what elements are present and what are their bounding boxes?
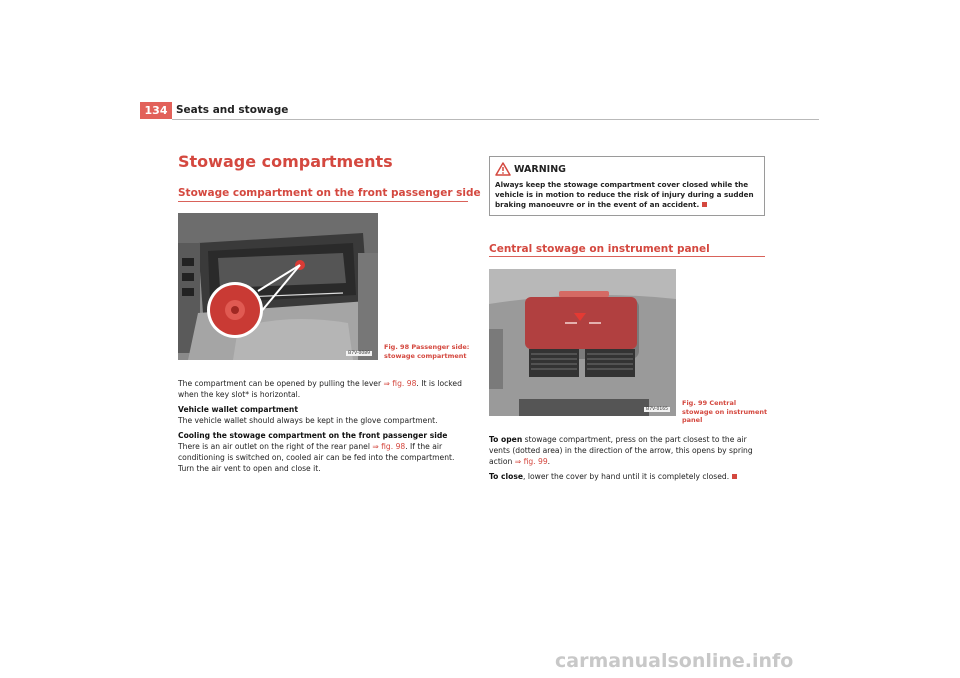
- end-marker: [702, 202, 707, 207]
- figure-code-right: B7V-0165: [646, 407, 668, 412]
- lever-paragraph: The compartment can be opened by pulling the lever ⇒ fig. 98. It is locked when the key slot* is horizontal.: [178, 379, 462, 399]
- page-number: 134: [144, 104, 168, 117]
- subsection-divider: [178, 201, 468, 202]
- subsection-heading-central: Central stowage on instrument panel: [489, 243, 710, 255]
- cooling-subheading: Cooling the stowage compartment on the front passenger side: [178, 431, 448, 440]
- subsection-divider-right: [489, 256, 765, 257]
- glovebox-illustration: [178, 213, 378, 360]
- warning-text: Always keep the stowage compartment cover closed while the vehicle is in motion to reduce the risk of injury during a sudden braking manoeuvre or in the event of an accident.: [495, 180, 754, 209]
- wallet-paragraph: Vehicle wallet compartment The vehicle wallet should always be kept in the glove compartment.: [178, 405, 438, 425]
- close-paragraph: To close, lower the cover by hand until it is completely closed.: [489, 471, 765, 482]
- figure-passenger-compartment: [178, 213, 378, 360]
- close-label: To close: [489, 472, 524, 481]
- end-marker-2: [732, 474, 737, 479]
- central-stowage-illustration: [489, 269, 676, 416]
- footer-watermark[interactable]: carmanualsonline.info: [555, 650, 794, 672]
- open-label: To open: [489, 435, 523, 444]
- subsection-heading-passenger: Stowage compartment on the front passenger side: [178, 187, 481, 199]
- left-body-text: [178, 378, 468, 478]
- chapter-title: Seats and stowage: [176, 104, 289, 116]
- section-heading: Stowage compartments: [178, 152, 393, 171]
- figure-central-stowage: [489, 269, 676, 416]
- right-body-text: [489, 434, 765, 486]
- wallet-subheading: Vehicle wallet compartment: [178, 405, 298, 414]
- figure-code: B7V-0089: [348, 351, 370, 356]
- fig-98-link-2[interactable]: ⇒ fig. 98: [372, 442, 406, 451]
- fig-98-link[interactable]: ⇒ fig. 98: [383, 379, 417, 388]
- open-paragraph: To open stowage compartment, press on the part closest to the air vents (dotted area) in the direction of the arrow, this opens by spring action ⇒ fig. 99.: [489, 435, 753, 466]
- figure-caption-right: Fig. 99 Central stowage on instrument panel: [682, 399, 768, 424]
- warning-title: WARNING: [514, 164, 566, 175]
- figure-caption: Fig. 98 Passenger side: stowage compartment: [384, 343, 470, 360]
- fig-99-link[interactable]: ⇒ fig. 99: [514, 457, 548, 466]
- warning-triangle-icon: [495, 161, 511, 180]
- page-number-badge: [140, 102, 172, 119]
- header-divider: [172, 119, 819, 120]
- cooling-paragraph: Cooling the stowage compartment on the front passenger side There is an air outlet on the right of the rear panel ⇒ fig. 98. If the air conditioning is switched on, cooled air can be fed into the compartment. Turn the air vent to open and close it.: [178, 431, 455, 473]
